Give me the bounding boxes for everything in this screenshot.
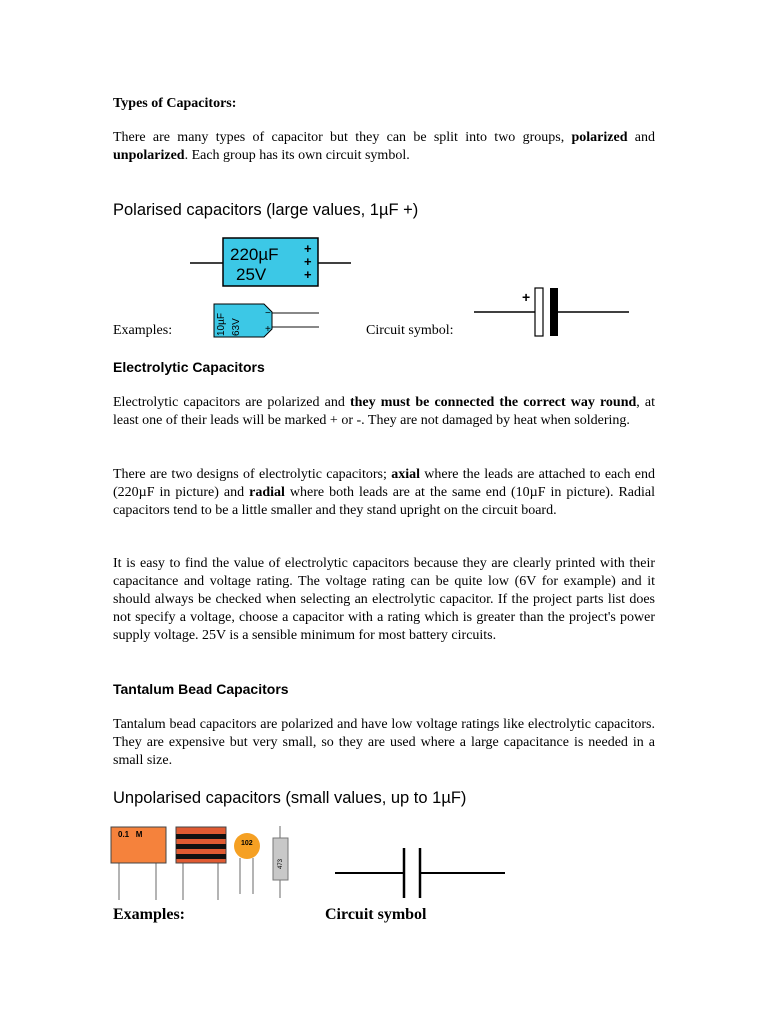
axial-value-label: 220µF bbox=[230, 245, 279, 264]
axial-plus-mark: + bbox=[304, 241, 312, 256]
axial-voltage-label: 25V bbox=[236, 265, 267, 284]
polyester-label: 0.1 M bbox=[118, 830, 143, 839]
symbol-open-plate bbox=[535, 288, 543, 336]
axial-plus-mark: + bbox=[304, 254, 312, 269]
paragraph-text: where the leads are attached to each end (220µF in picture) and bbox=[113, 467, 655, 500]
unpolarised-heading: Unpolarised capacitors (small values, up to 1µF) bbox=[113, 789, 467, 807]
polarised-circuit-symbol bbox=[472, 284, 632, 340]
radial-voltage-label: 63V bbox=[231, 318, 242, 336]
intro-bold-polarized: polarized bbox=[571, 130, 628, 145]
intro-text: and bbox=[627, 130, 655, 145]
paragraph-text: , at least one of their leads will be marked + or -. They are not damaged by heat when soldering. bbox=[113, 395, 655, 428]
electrolytic-heading: Electrolytic Capacitors bbox=[113, 359, 265, 375]
electrolytic-paragraph-1 bbox=[113, 394, 655, 430]
tantalum-paragraph: Tantalum bead capacitors are polarized and have low voltage ratings like electrolytic capacitors. They are expensive but very small, so they are used where a large capacitance is needed in a small size. bbox=[113, 717, 655, 768]
radial-plus-mark: + bbox=[265, 324, 271, 335]
polarised-examples-label: Examples: bbox=[113, 323, 173, 338]
axial-capacitor-image bbox=[188, 234, 353, 292]
unpolarised-circuit-symbol bbox=[335, 846, 507, 900]
intro-paragraph bbox=[113, 129, 655, 165]
intro-text: . Each group has its own circuit symbol. bbox=[184, 148, 410, 163]
banded-capacitor-stripe bbox=[176, 854, 226, 859]
intro-bold-unpolarized: unpolarized bbox=[113, 148, 185, 163]
symbol-filled-plate bbox=[550, 288, 558, 336]
paragraph-bold-text: they must be connected the correct way round bbox=[349, 395, 637, 410]
unpolarised-symbol-label: Circuit symbol bbox=[325, 906, 427, 923]
small-cap-label: 473 bbox=[278, 858, 284, 869]
paragraph-bold-axial: axial bbox=[391, 467, 420, 482]
axial-plus-mark: + bbox=[304, 267, 312, 282]
paragraph-text: There are two designs of electrolytic capacitors; bbox=[113, 467, 392, 482]
ceramic-label: 102 bbox=[241, 840, 253, 847]
polarised-symbol-label: Circuit symbol: bbox=[366, 323, 454, 338]
paragraph-text: where both leads are at the same end (10µF in picture). Radial capacitors tend to be a little smaller and they stand upright on the circuit board. bbox=[113, 485, 655, 518]
banded-capacitor-stripe bbox=[176, 834, 226, 839]
symbol-plus-mark: + bbox=[522, 289, 531, 305]
intro-text: There are many types of capacitor but they can be split into two groups, bbox=[113, 130, 572, 145]
electrolytic-paragraph-2 bbox=[113, 466, 655, 520]
page-heading-types: Types of Capacitors: bbox=[113, 96, 237, 111]
radial-minus-mark: − bbox=[265, 308, 271, 319]
radial-capacitor-image bbox=[212, 302, 324, 342]
polarised-heading: Polarised capacitors (large values, 1µF +) bbox=[113, 201, 419, 219]
tantalum-heading: Tantalum Bead Capacitors bbox=[113, 681, 289, 697]
electrolytic-paragraph-3: It is easy to find the value of electrolytic capacitors because they are clearly printed with their capacitance and voltage rating. The voltage rating can be quite low (6V for example) and it should always be checked when selecting an electrolytic capacitor. If the project parts list does not specify a voltage, choose a capacitor with a rating which is greater than the project's power supply voltage. 25V is a sensible minimum for most battery circuits. bbox=[113, 556, 655, 643]
paragraph-bold-radial: radial bbox=[249, 485, 285, 500]
unpolarised-examples-label: Examples: bbox=[113, 906, 185, 923]
paragraph-text: Electrolytic capacitors are polarized and bbox=[113, 395, 350, 410]
banded-capacitor-stripe bbox=[176, 844, 226, 849]
radial-value-label: 10µF bbox=[216, 313, 227, 336]
unpolarised-capacitors-image bbox=[108, 824, 293, 902]
